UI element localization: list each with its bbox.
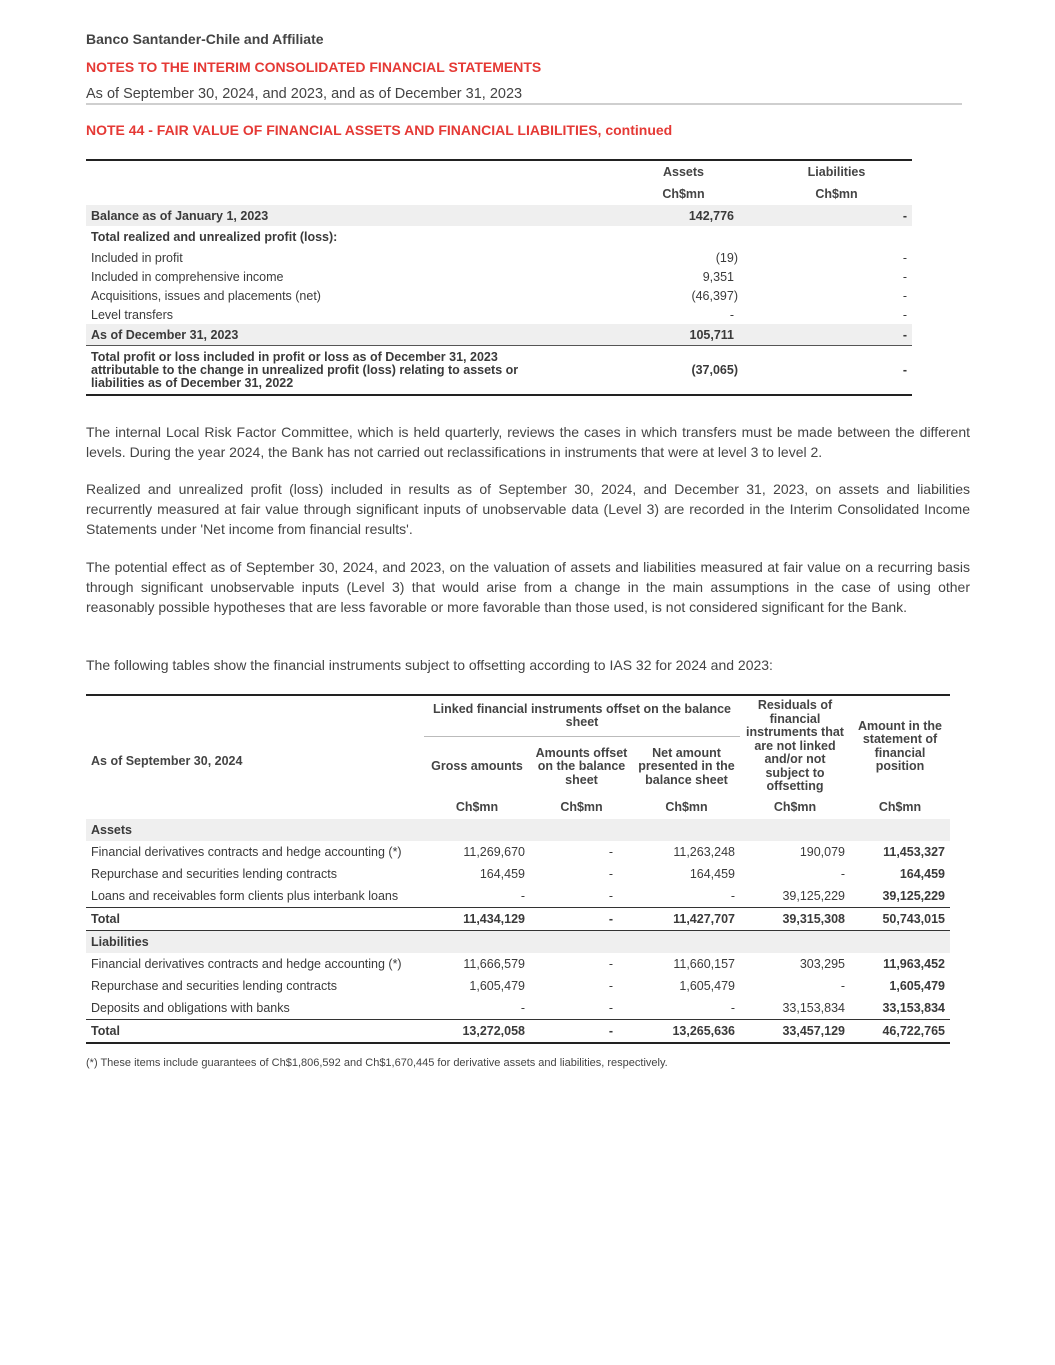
unit: Ch$mn: [455, 800, 499, 815]
cell-residual: -: [840, 867, 845, 881]
cell-gross: 1,605,479: [469, 979, 525, 993]
cell-amount: 164,459: [899, 867, 945, 881]
table-row: [86, 248, 912, 267]
group-header: Linked financial instruments offset on the balance sheet: [424, 695, 740, 737]
notes-title: NOTES TO THE INTERIM CONSOLIDATED FINANCIAL STATEMENTS: [86, 59, 542, 75]
table-unit-row: [86, 797, 950, 819]
table-row: [86, 305, 912, 324]
row-label: Total realized and unrealized profit (loss):: [91, 230, 338, 244]
row-liabilities: -: [761, 205, 912, 226]
cell-offset: -: [608, 957, 613, 971]
row-label: Included in comprehensive income: [91, 269, 284, 284]
unit: Ch$mn: [773, 800, 817, 815]
table-row: [86, 267, 912, 286]
level3-reconciliation-table: [86, 159, 912, 396]
cell-net: 1,605,479: [679, 979, 735, 993]
row-assets: (37,065): [606, 346, 761, 396]
unit: Ch$mn: [878, 800, 922, 815]
row-assets: 9,351: [702, 269, 734, 284]
cell-amount: 1,605,479: [889, 979, 945, 993]
row-label: Included in profit: [91, 250, 183, 265]
paragraph: Realized and unrealized profit (loss) included in results as of September 30, 2024, and December 31, 2023, on assets and liabilities recurrently measured at fair value through significant inputs of unobservable data (Level 3) are recorded in the Interim Consolidated Income Statements under 'Net income from financial results'.: [86, 481, 970, 537]
table-row: [86, 226, 912, 248]
row-header: As of September 30, 2024: [91, 753, 243, 768]
cell-offset: -: [608, 889, 613, 903]
cell-residual: 39,315,308: [740, 908, 850, 931]
cell-gross: 11,434,129: [424, 908, 530, 931]
cell-net: -: [730, 889, 735, 903]
row-label: Acquisitions, issues and placements (net): [91, 288, 321, 303]
unit-liabilities: Ch$mn: [815, 187, 858, 201]
row-assets: 142,776: [606, 205, 761, 226]
row-label: As of December 31, 2023: [86, 324, 606, 346]
cell-amount: 50,743,015: [850, 908, 950, 931]
cell-net: 11,427,707: [633, 908, 740, 931]
table-row: [86, 953, 950, 975]
row-label: Total: [86, 1020, 424, 1044]
col-net: Net amount presented in the balance sheet: [638, 745, 735, 787]
col-residual: Residuals of financial instruments that are not linked and/or not subject to offsetting: [746, 698, 844, 794]
row-liabilities: -: [902, 307, 907, 322]
row-label: Financial derivatives contracts and hedge accounting (*): [91, 845, 402, 859]
table-row: [86, 997, 950, 1020]
col-gross: Gross amounts: [431, 759, 523, 774]
cell-amount: 11,963,452: [883, 957, 945, 971]
row-assets: (19): [715, 250, 738, 265]
row-label: Deposits and obligations with banks: [91, 1001, 290, 1015]
table-header-row: [86, 695, 950, 737]
row-label: Balance as of January 1, 2023: [86, 205, 606, 226]
cell-offset: -: [608, 867, 613, 881]
cell-residual: 303,295: [799, 957, 845, 971]
row-assets: (46,397): [691, 288, 738, 303]
cell-offset: -: [608, 979, 613, 993]
cell-gross: -: [520, 889, 525, 903]
cell-gross: -: [520, 1001, 525, 1015]
cell-net: 164,459: [689, 867, 735, 881]
row-assets: 105,711: [606, 324, 761, 346]
unit: Ch$mn: [665, 800, 708, 815]
row-liabilities: -: [902, 288, 907, 303]
col-amount: Amount in the statement of financial position: [857, 718, 942, 773]
table-row: [86, 346, 912, 396]
cell-amount: 11,453,327: [883, 845, 945, 859]
unit-assets: Ch$mn: [662, 187, 705, 201]
table-row: [86, 286, 912, 305]
cell-net: 13,265,636: [633, 1020, 740, 1044]
header-divider: [86, 103, 962, 105]
cell-gross: 11,666,579: [463, 957, 525, 971]
row-label: Repurchase and securities lending contracts: [91, 867, 337, 881]
cell-residual: 33,153,834: [782, 1001, 845, 1015]
cell-residual: 33,457,129: [740, 1020, 850, 1044]
cell-net: 11,660,157: [673, 957, 735, 971]
cell-amount: 33,153,834: [882, 1001, 945, 1015]
cell-net: 11,263,248: [673, 845, 735, 859]
company-name: Banco Santander-Chile and Affiliate: [86, 31, 324, 47]
section-row-liabilities: [86, 931, 950, 954]
cell-gross: 11,269,670: [463, 845, 525, 859]
table-row: [86, 863, 950, 885]
row-label: Financial derivatives contracts and hedge accounting (*): [91, 957, 402, 971]
cell-residual: 190,079: [799, 845, 845, 859]
cell-gross: 164,459: [479, 867, 525, 881]
paragraph: The internal Local Risk Factor Committee, which is held quarterly, reviews the cases in which transfers must be made between the different levels. During the year 2024, the Bank has not carried out reclassifications in instruments that were at level 3 to level 2.: [86, 424, 970, 460]
table-row: [86, 885, 950, 908]
row-label: Loans and receivables form clients plus interbank loans: [91, 889, 399, 903]
section-label: Assets: [86, 819, 424, 841]
note-title: NOTE 44 - FAIR VALUE OF FINANCIAL ASSETS AND FINANCIAL LIABILITIES, continued: [86, 122, 673, 138]
as-of-date: As of September 30, 2024, and 2023, and as of December 31, 2023: [86, 86, 523, 102]
row-liabilities: -: [761, 324, 912, 346]
col-liabilities: Liabilities: [807, 165, 866, 179]
cell-residual: -: [840, 979, 845, 993]
table-row: [86, 975, 950, 997]
paragraph: The potential effect as of September 30, 2024, and 2023, on the valuation of assets and liabilities measured at fair value on a recurring basis through significant unobservable inputs (Level 3) that would arise from a change in the main assumptions in the case of using other reasonably possible hypotheses that are less favorable or more favorable than those used, is not considered significant for the Bank.: [86, 559, 970, 615]
table-row: [86, 841, 950, 863]
total-row-assets: [86, 908, 950, 931]
table-header-row: [86, 160, 912, 183]
row-assets: -: [729, 307, 734, 322]
cell-offset: -: [608, 1001, 613, 1015]
cell-residual: 39,125,229: [782, 889, 845, 903]
row-label: Total profit or loss included in profit or loss as of December 31, 2023 attributable to the change in unrealized profit (loss) relating to assets or liabilities as of December 31, 2022: [86, 346, 606, 396]
row-liabilities: -: [902, 250, 907, 265]
col-assets: Assets: [663, 165, 704, 179]
section-label: Liabilities: [86, 931, 424, 954]
table-row: [86, 324, 912, 346]
row-liabilities: -: [761, 346, 912, 396]
col-offset: Amounts offset on the balance sheet: [535, 745, 628, 787]
paragraph: The following tables show the financial instruments subject to offsetting according to IAS 32 for 2024 and 2023:: [86, 657, 773, 673]
cell-offset: -: [530, 1020, 633, 1044]
row-label: Level transfers: [91, 307, 173, 322]
cell-net: -: [730, 1001, 735, 1015]
row-label: Total: [86, 908, 424, 931]
row-label: Repurchase and securities lending contracts: [91, 979, 337, 993]
table-unit-row: [86, 183, 912, 205]
offsetting-table: [86, 694, 950, 1044]
section-row-assets: [86, 819, 950, 841]
cell-amount: 46,722,765: [850, 1020, 950, 1044]
cell-amount: 39,125,229: [882, 889, 945, 903]
cell-gross: 13,272,058: [424, 1020, 530, 1044]
cell-offset: -: [608, 845, 613, 859]
cell-offset: -: [530, 908, 633, 931]
unit: Ch$mn: [560, 800, 603, 815]
row-liabilities: -: [902, 269, 907, 284]
table-row: [86, 205, 912, 226]
total-row-liabilities: [86, 1020, 950, 1044]
footnote: (*) These items include guarantees of Ch$1,806,592 and Ch$1,670,445 for derivative assets and liabilities, respectively.: [86, 1057, 668, 1069]
